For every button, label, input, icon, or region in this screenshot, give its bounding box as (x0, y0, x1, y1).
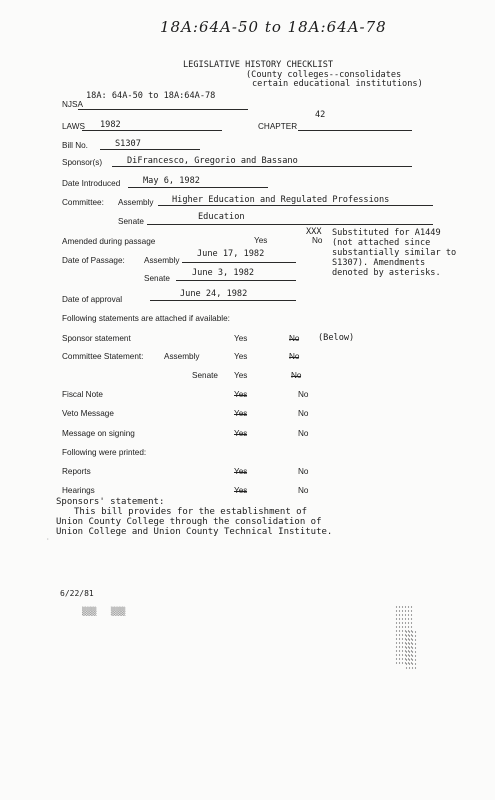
sponsor-statement-label: Sponsor statement (62, 334, 131, 343)
passage-assembly-rule (182, 262, 296, 263)
amended-xxx: XXX (306, 227, 322, 237)
passage-senate-label: Senate (144, 274, 170, 283)
chapter-rule (298, 130, 412, 131)
note-line-5: denoted by asterisks. (332, 268, 441, 278)
date-introduced-rule (128, 187, 268, 188)
sponsors-value: DiFrancesco, Gregorio and Bassano (127, 156, 298, 166)
faint-stamp-mark: ▒▒▒ ▒▒▒ (82, 607, 126, 616)
scan-noise-dots-2 (405, 630, 417, 670)
bill-value: S1307 (115, 139, 141, 149)
statement-line-1: This bill provides for the establishment of (74, 507, 307, 517)
date-introduced-label: Date Introduced (62, 179, 121, 188)
passage-label: Date of Passage: (62, 256, 125, 265)
fiscal-note-no: No (298, 390, 309, 399)
approval-rule (150, 300, 296, 301)
sponsors-label: Sponsor(s) (62, 158, 103, 167)
committee-senate-label: Senate (118, 217, 144, 226)
committee-senate-value: Education (198, 212, 245, 222)
hearings-label: Hearings (62, 486, 95, 495)
statement-line-3: Union College and Union County Technical Institute. (56, 527, 333, 537)
amended-yes: Yes (254, 236, 268, 245)
sponsors-rule (112, 166, 412, 167)
reports-no: No (298, 467, 309, 476)
reports-yes: Yes (234, 467, 248, 476)
fiscal-note-yes: Yes (234, 390, 248, 399)
chapter-value: 42 (315, 110, 326, 120)
committee-statement-senate-yes: Yes (234, 371, 248, 380)
approval-label: Date of approval (62, 295, 123, 304)
approval-value: June 24, 1982 (180, 289, 248, 299)
note-line-1: Substituted for A1449 (332, 228, 441, 238)
sponsor-statement-yes: Yes (234, 334, 248, 343)
footer-date: 6/22/81 (60, 589, 94, 598)
committee-label: Committee: (62, 198, 104, 207)
veto-message-no: No (298, 409, 309, 418)
committee-statement-assembly-label: Assembly (164, 352, 200, 361)
veto-message-label: Veto Message (62, 409, 114, 418)
committee-assembly-label: Assembly (118, 198, 154, 207)
chapter-label: CHAPTER (258, 122, 298, 131)
bill-label: Bill No. (62, 141, 88, 150)
committee-statement-assembly-yes: Yes (234, 352, 248, 361)
hearings-no: No (298, 486, 309, 495)
njsa-value: 18A: 64A-50 to 18A:64A-78 (86, 91, 216, 101)
committee-assembly-rule (158, 205, 433, 206)
document-title: LEGISLATIVE HISTORY CHECKLIST (183, 60, 334, 70)
committee-statement-senate-label: Senate (192, 371, 218, 380)
message-signing-yes: Yes (234, 429, 248, 438)
bill-rule (100, 149, 200, 150)
passage-assembly-value: June 17, 1982 (197, 249, 265, 259)
following-attached-heading: Following statements are attached if available: (62, 314, 230, 323)
scan-speck: · (46, 536, 50, 543)
note-line-3: substantially similar to (332, 248, 457, 258)
following-printed-heading: Following were printed: (62, 448, 147, 457)
passage-assembly-label: Assembly (144, 256, 180, 265)
committee-statement-senate-no: No (291, 371, 302, 380)
hearings-yes: Yes (234, 486, 248, 495)
veto-message-yes: Yes (234, 409, 248, 418)
njsa-label: NJSA (62, 100, 83, 109)
laws-value: 1982 (100, 120, 121, 130)
date-introduced-value: May 6, 1982 (143, 176, 200, 186)
sponsor-statement-below: (Below) (318, 333, 355, 343)
reports-label: Reports (62, 467, 91, 476)
sponsors-statement-heading: Sponsors' statement: (56, 497, 165, 507)
message-signing-no: No (298, 429, 309, 438)
message-signing-label: Message on signing (62, 429, 135, 438)
njsa-rule (78, 109, 248, 110)
laws-label: LAWS (62, 122, 85, 131)
subtitle-line-1: (County colleges--consolidates (246, 70, 402, 80)
note-line-4: S1307). Amendments (332, 258, 426, 268)
sponsor-statement-no: No (289, 334, 300, 343)
passage-senate-value: June 3, 1982 (192, 268, 255, 278)
laws-rule (82, 130, 222, 131)
committee-assembly-value: Higher Education and Regulated Professions (172, 195, 390, 205)
subtitle-line-2: certain educational institutions) (252, 79, 423, 89)
passage-senate-rule (176, 280, 296, 281)
handwritten-heading: 18A:64A-50 to 18A:64A-78 (160, 18, 387, 36)
amended-label: Amended during passage (62, 237, 156, 246)
committee-statement-assembly-no: No (289, 352, 300, 361)
statement-line-2: Union County College through the consolidation of (56, 517, 322, 527)
amended-no: No (312, 236, 323, 245)
committee-statement-label: Committee Statement: (62, 352, 144, 361)
committee-senate-rule (147, 224, 433, 225)
note-line-2: (not attached since (332, 238, 431, 248)
fiscal-note-label: Fiscal Note (62, 390, 103, 399)
